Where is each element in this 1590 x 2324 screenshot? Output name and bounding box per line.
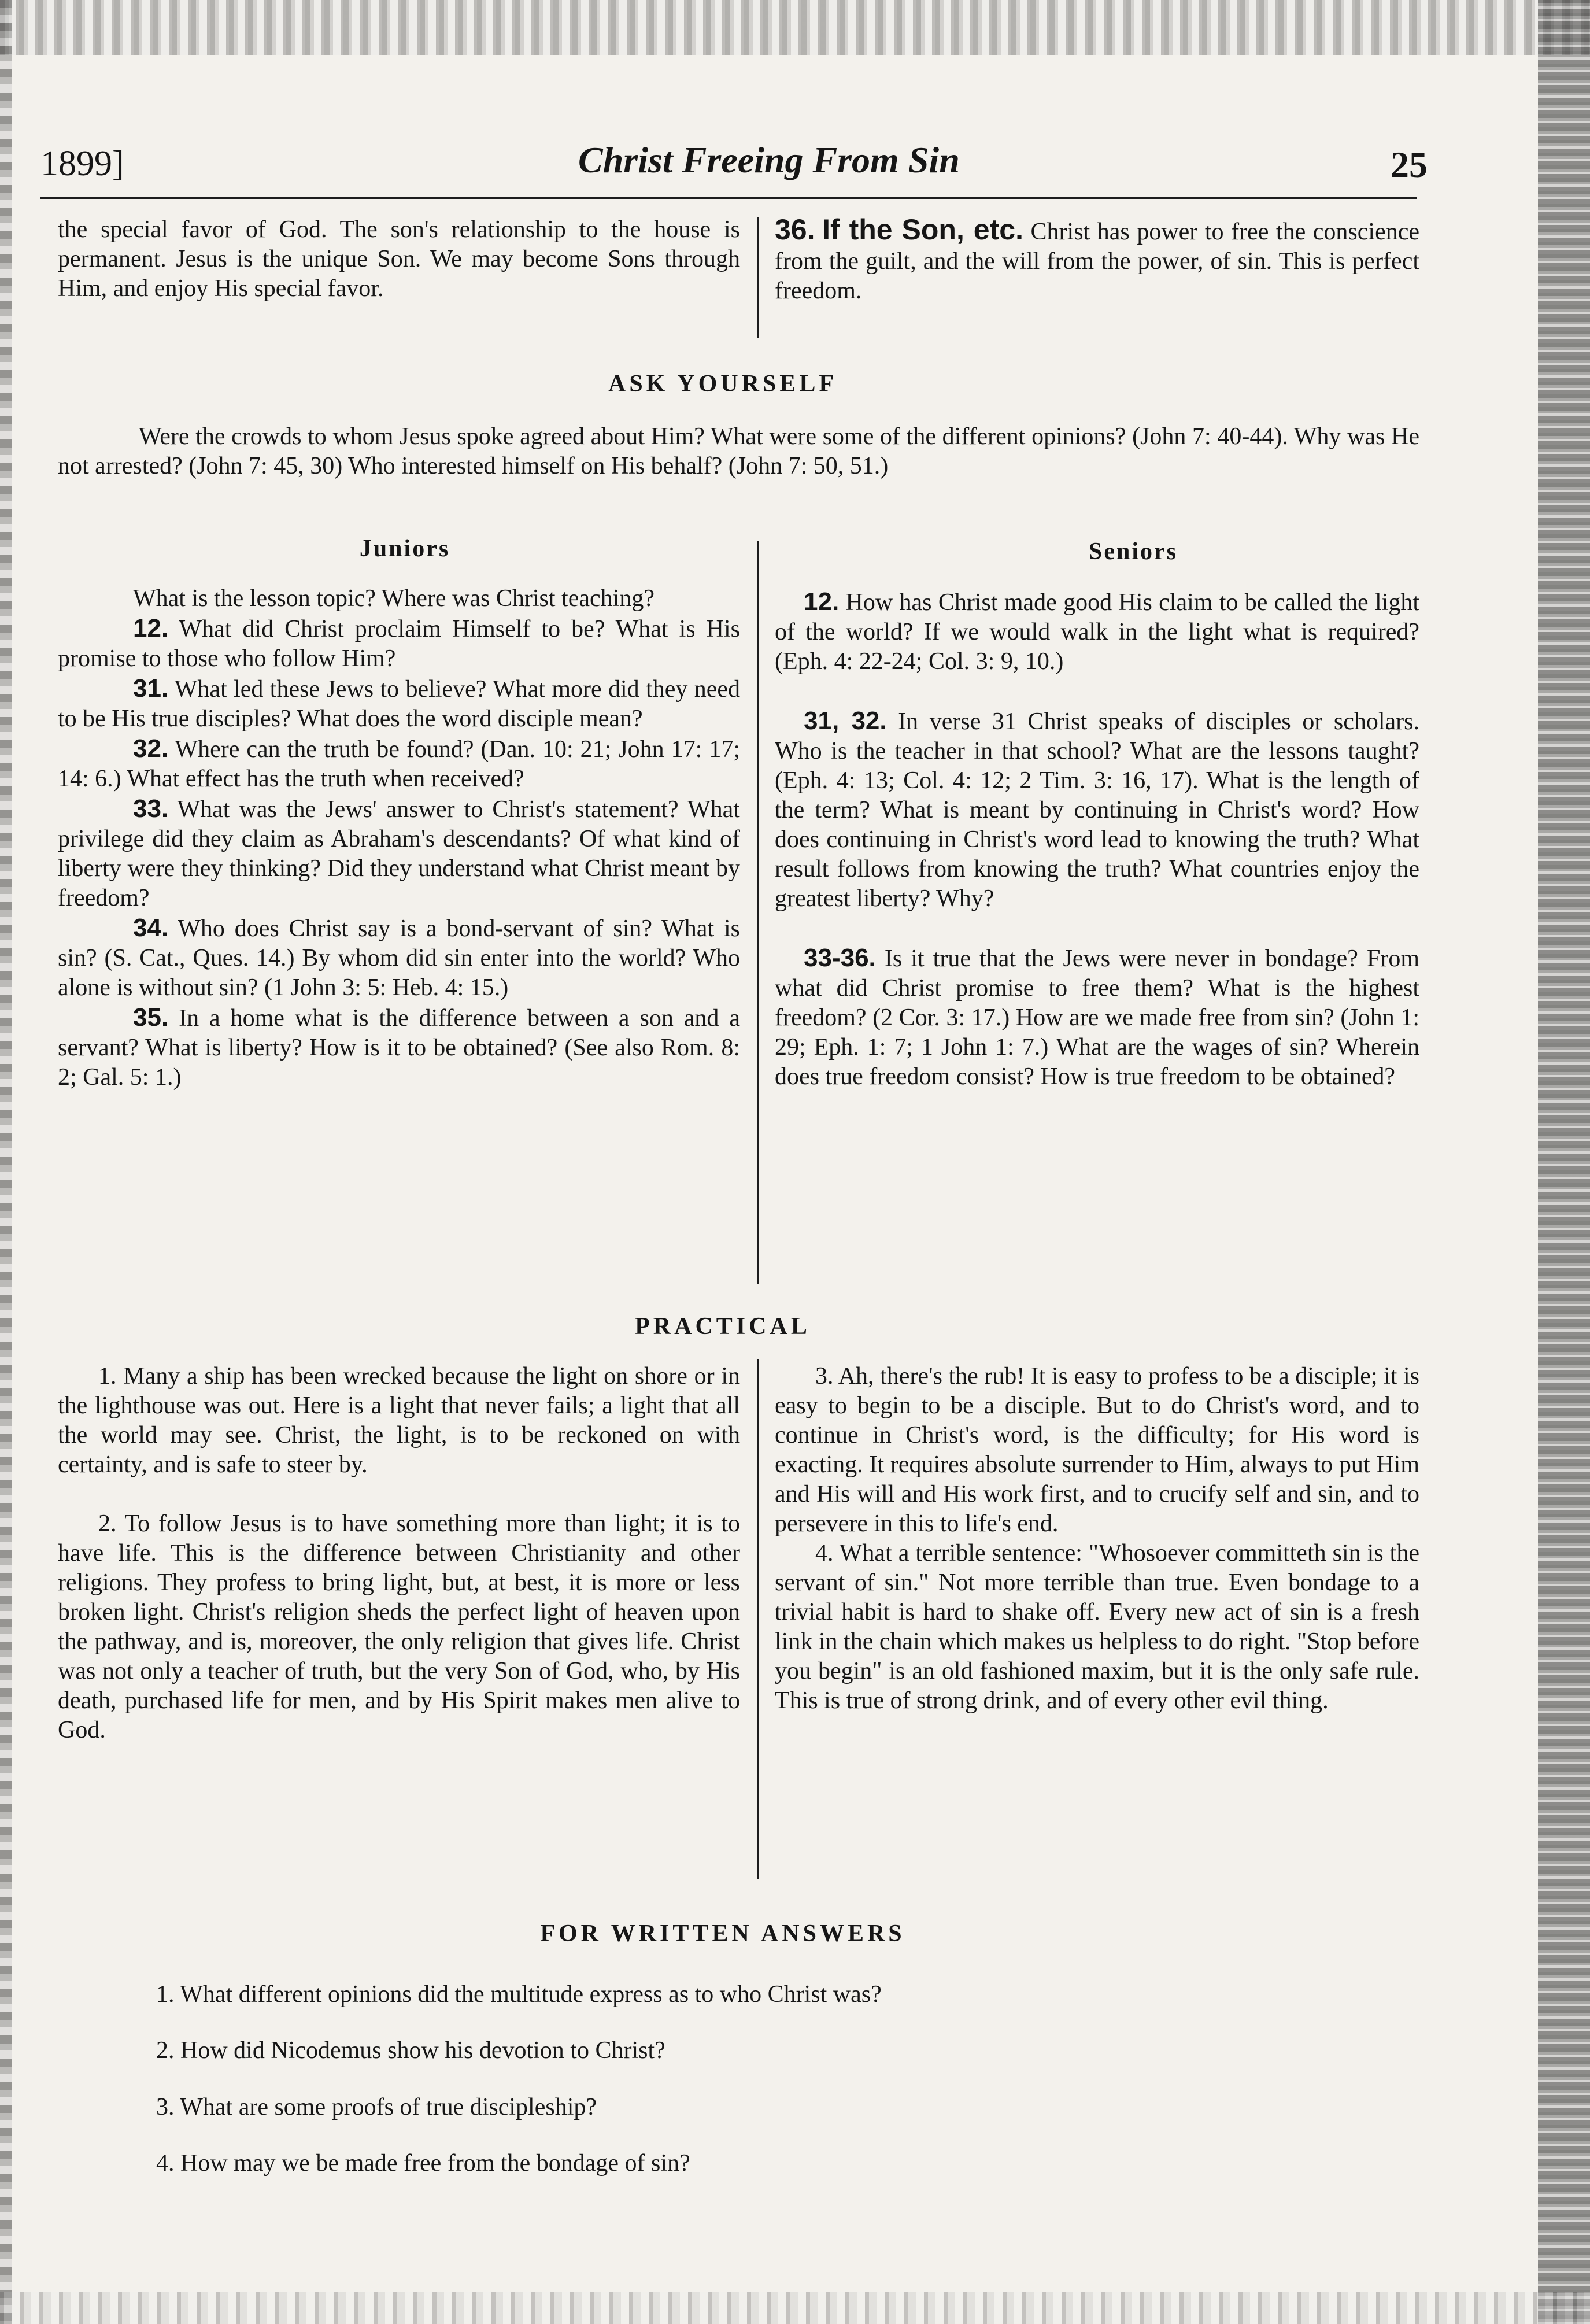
scan-edge-left [0,0,12,2324]
page-number: 25 [1391,144,1428,185]
written-answer-item: 1. What different opinions did the multitude express as to who Christ was? [156,1981,882,2008]
scan-edge-right [1538,0,1590,2324]
practical-divider [757,1359,759,1879]
header-year: 1899] [40,144,124,183]
written-answers-heading: FOR WRITTEN ANSWERS [540,1920,905,1947]
seniors-item: 33-36. Is it true that the Jews were never in bondage? From what did Christ promise to free them? What is the highest freedom? (2 Cor. 3: 17.) How are we made free from sin? (John 1: 29; Eph. 1: 7; 1 John 1: 7.) What are the wages of sin? Wherein does true freedom consist? How is true freedom to be obtained? [775,944,1419,1090]
intro-divider [757,217,759,338]
juniors-item: 31. What led these Jews to believe? What more did they need to be His true disciples? What does the word disciple mean? [58,674,740,732]
practical-paragraph: 3. Ah, there's the rub! It is easy to profess to be a disciple; it is easy to begin to be a disciple. But to do Christ's word, and to continue in Christ's word, is the difficulty; for His word is exacting. It requires absolute surrender to Him, always to put Him and His will and His work first, and to crucify self and sin, and to persevere in this to life's end. [775,1363,1419,1537]
practical-right-column [775,1362,1419,1716]
juniors-heading: Juniors [359,535,450,562]
seniors-heading: Seniors [1088,538,1178,565]
written-answer-item: 4. How may we be made free from the bondage of sin? [156,2150,690,2177]
juniors-intro: What is the lesson topic? Where was Christ teaching? [133,585,655,612]
juniors-item: 32. Where can the truth be found? (Dan. 10: 21; John 17: 17; 14: 6.) What effect has the truth when received? [58,734,740,792]
juniors-item: 33. What was the Jews' answer to Christ's statement? What privilege did they claim as Abraham's descendants? Of what kind of liberty were they thinking? Did they understand what Christ meant by freedom? [58,795,740,911]
intro-right-text: Christ has power to free the conscience from the guilt, and the will from the power, of sin. This is perfect freedom. [775,219,1419,304]
juniors-item: 34. Who does Christ say is a bond-servant of sin? What is sin? (S. Cat., Ques. 14.) By whom did sin enter into the world? Who alone is without sin? (1 John 3: 5: Heb. 4: 15.) [58,914,740,1001]
ask-yourself-text [58,422,1419,481]
intro-left-text: the special favor of God. The son's relationship to the house is permanent. Jesus is the unique Son. We may become Sons through Him, and enjoy His special favor. [58,216,740,302]
intro-left [58,215,740,304]
practical-paragraph: 4. What a terrible sentence: "Whosoever committeth sin is the servant of sin." Not more terrible than true. Even bondage to a trivial habit is hard to shake off. Every new act of sin is a fresh link in the chain which makes us helpless to do right. "Stop before you begin" is an old fashioned maxim, but it is the only safe rule. This is true of strong drink, and of every other evil thing. [775,1540,1419,1714]
header-rule [40,197,1417,199]
ask-yourself-heading: ASK YOURSELF [608,371,837,397]
juniors-seniors-divider [757,541,759,1284]
seniors-item: 12. How has Christ made good His claim to be called the light of the world? If we would walk in the light what is required? (Eph. 4: 22-24; Col. 3: 9, 10.) [775,588,1420,675]
intro-right-number: 36. [775,213,815,246]
intro-right [775,215,1419,306]
ask-yourself-paragraph: Were the crowds to whom Jesus spoke agreed about Him? What were some of the different opinions? (John 7: 40-44). Why was He not arrested? (John 7: 45, 30) Who interested himself on His behalf? (John 7: 50, 51.) [58,423,1419,479]
juniors-item: 12. What did Christ proclaim Himself to be? What is His promise to those who follow Him? [58,614,740,672]
page-title: Christ Freeing From Sin [578,139,960,180]
seniors-item: 31, 32. In verse 31 Christ speaks of disciples or scholars. Who is the teacher in that school? What are the lessons taught? (Eph. 4: 13; Col. 4: 12; 2 Tim. 3: 16, 17). What is the length of the term? What is meant by continuing in Christ's word? How does continuing in Christ's word lead to knowing the truth? What result follows from knowing the truth? What countries enjoy the greatest liberty? Why? [775,707,1419,912]
seniors-column [775,587,1419,1092]
practical-paragraph: 1. Many a ship has been wrecked because the light on shore or in the lighthouse was out. Here is a light that never fails; a light that all the world may see. Christ, the light, is to be reckoned on with certainty, and is safe to steer by. [58,1363,740,1478]
scan-edge-top [0,0,1590,55]
written-answer-item: 3. What are some proofs of true discipleship? [156,2094,597,2120]
juniors-column [58,584,740,1092]
juniors-item: 35. In a home what is the difference between a son and a servant? What is liberty? How is it to be obtained? (See also Rom. 8: 2; Gal. 5: 1.) [58,1003,741,1091]
practical-paragraph: 2. To follow Jesus is to have something more than light; it is to have life. This is the difference between Christianity and other religions. They profess to bring light, but, at best, it is more or less broken light. Christ's religion sheds the perfect light of heaven upon the pathway, and is, moreover, the only religion that gives life. Christ was not only a teacher of truth, but the very Son of God, who, by His death, purchased life for men, and by His Spirit makes men alive to God. [58,1510,740,1743]
scan-edge-bottom [0,2292,1590,2324]
practical-heading: PRACTICAL [635,1313,811,1340]
practical-left-column [58,1362,740,1745]
written-answer-item: 2. How did Nicodemus show his devotion to Christ? [156,2037,665,2064]
intro-right-heading: If the Son, etc. [822,213,1023,246]
